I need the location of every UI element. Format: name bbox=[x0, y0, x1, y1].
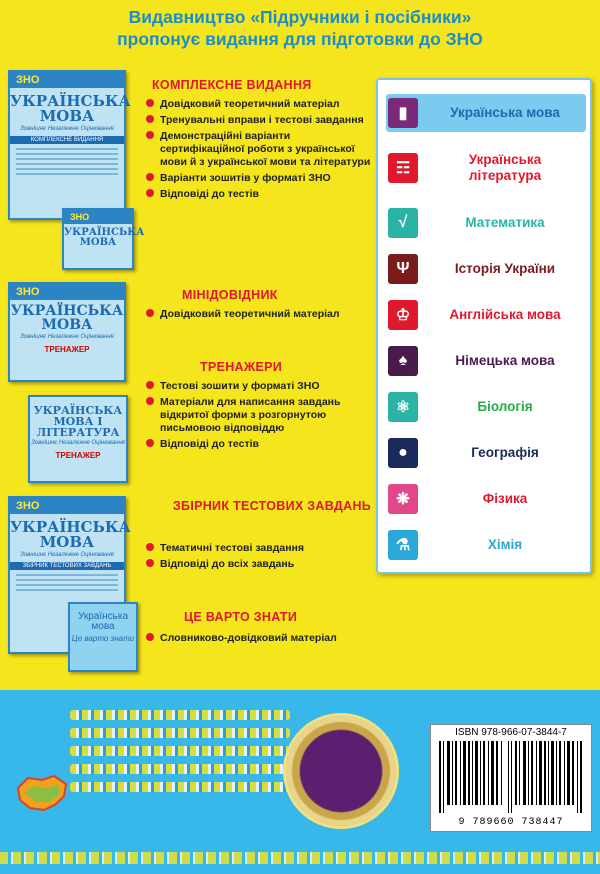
list-item bbox=[146, 114, 374, 127]
section-title-test-collection bbox=[172, 498, 372, 515]
subject-biology[interactable] bbox=[386, 388, 586, 426]
book-subtitle: Зовнішнє Незалежне Оцінювання bbox=[20, 126, 114, 132]
subject-name: Географія bbox=[471, 445, 539, 460]
list-item bbox=[146, 172, 374, 185]
book-zno-label: ЗНО bbox=[64, 210, 132, 224]
book-subtitle: Зовнішнє Незалежне Оцінювання bbox=[31, 440, 125, 446]
book-cover-trainer-lit bbox=[28, 395, 128, 483]
decorative-strip bbox=[0, 852, 600, 864]
book-title: УКРАЇНСЬКА МОВА bbox=[10, 518, 131, 551]
globe-icon: ● bbox=[388, 438, 418, 468]
book-title: УКРАЇНСЬКА МОВА bbox=[10, 92, 131, 125]
subject-name: Німецька мова bbox=[455, 353, 555, 368]
subject-name: Українська література bbox=[468, 152, 542, 183]
list-item-text: Словниково-довідковий матеріал bbox=[160, 632, 337, 644]
book-subtitle: Зовнішнє Незалежне Оцінювання bbox=[20, 552, 114, 558]
subject-history[interactable] bbox=[386, 250, 586, 288]
header bbox=[0, 6, 600, 50]
subjects-panel bbox=[376, 78, 592, 574]
book-lines bbox=[16, 148, 118, 175]
book-subtitle: Це варто знати bbox=[71, 634, 135, 643]
book-kind: ТРЕНАЖЕР bbox=[44, 345, 90, 354]
book-lines bbox=[16, 574, 118, 591]
list-item-text: Відповіді до тестів bbox=[160, 188, 259, 200]
list-item bbox=[146, 130, 374, 169]
section-title-text: ЗБІРНИК ТЕСТОВИХ ЗАВДАНЬ bbox=[172, 499, 372, 513]
book-title: Українська мова bbox=[77, 611, 129, 632]
subject-name: Фізика bbox=[482, 491, 528, 506]
bullet-icon bbox=[146, 99, 154, 107]
open-book-icon: ☶ bbox=[388, 153, 418, 183]
list-item bbox=[146, 632, 346, 645]
subject-chemistry[interactable] bbox=[386, 526, 586, 564]
section-title-complex: КОМПЛЕКСНЕ ВИДАННЯ bbox=[152, 78, 312, 92]
book-subtitle: Зовнішнє Незалежне Оцінювання bbox=[20, 334, 114, 340]
list-item-text: Варіанти зошитів у форматі ЗНО bbox=[160, 172, 331, 184]
seal-emblem-icon bbox=[286, 716, 396, 826]
eagle-icon: ♠ bbox=[388, 346, 418, 376]
list-item bbox=[146, 308, 346, 321]
barcode-number: 9 789660 738447 bbox=[458, 817, 564, 828]
bullet-icon bbox=[146, 397, 154, 405]
subject-physics[interactable] bbox=[386, 480, 586, 518]
microscope-icon: ⚛ bbox=[388, 392, 418, 422]
bullet-icon bbox=[146, 309, 154, 317]
bullet-icon bbox=[146, 173, 154, 181]
list-item-text: Довідковий теоретичний матеріал bbox=[160, 98, 340, 110]
book-title: УКРАЇНСЬКА МОВА bbox=[10, 303, 124, 333]
list-item-text: Демонстраційні варіанти сертифікаційної роботи з української мови й з української мови та літератури bbox=[160, 130, 371, 168]
section-title-mini: МІНІДОВІДНИК bbox=[182, 288, 278, 302]
section-list-test-collection bbox=[146, 542, 374, 574]
list-item-text: Відповіді до всіх завдань bbox=[160, 558, 295, 570]
trident-icon: Ψ bbox=[388, 254, 418, 284]
bullet-icon bbox=[146, 189, 154, 197]
list-item bbox=[146, 542, 374, 555]
crest-icon: ♔ bbox=[388, 300, 418, 330]
bullet-icon bbox=[146, 381, 154, 389]
subject-name: Українська мова bbox=[450, 105, 560, 120]
subject-geography[interactable] bbox=[386, 434, 586, 472]
list-item bbox=[146, 396, 374, 435]
list-item bbox=[146, 380, 374, 393]
book-kind: ТРЕНАЖЕР bbox=[55, 451, 101, 460]
subject-math[interactable] bbox=[386, 204, 586, 242]
bullet-icon bbox=[146, 131, 154, 139]
book-zno-label: ЗНО bbox=[10, 498, 124, 514]
header-line-2: пропонує видання для підготовки до ЗНО bbox=[117, 29, 483, 49]
list-item bbox=[146, 98, 374, 111]
bullet-icon bbox=[146, 559, 154, 567]
bullet-icon bbox=[146, 115, 154, 123]
section-list-trainers bbox=[146, 380, 374, 454]
book-cover-complex bbox=[8, 70, 131, 220]
flask-icon: ⚗ bbox=[388, 530, 418, 560]
section-title-worth-knowing: ЦЕ ВАРТО ЗНАТИ bbox=[184, 610, 298, 624]
atom-icon: ❋ bbox=[388, 484, 418, 514]
book-cover-worth-knowing bbox=[68, 602, 138, 672]
subject-english[interactable] bbox=[386, 296, 586, 334]
list-item-text: Довідковий теоретичний матеріал bbox=[160, 308, 340, 320]
section-list-complex bbox=[146, 98, 374, 204]
book-kind: ЗБІРНИК ТЕСТОВИХ ЗАВДАНЬ bbox=[10, 562, 124, 570]
subject-ukrainian-language[interactable] bbox=[386, 94, 586, 132]
decorative-pattern bbox=[70, 702, 290, 822]
barcode bbox=[430, 724, 592, 832]
subject-name: Математика bbox=[465, 215, 545, 230]
list-item bbox=[146, 558, 374, 571]
header-line-1: Видавництво «Підручники і посібники» bbox=[128, 7, 472, 27]
book-zno-label: ЗНО bbox=[10, 284, 124, 300]
map-logo-icon bbox=[14, 770, 70, 816]
book-icon: ▮ bbox=[388, 98, 418, 128]
list-item bbox=[146, 188, 374, 201]
list-item-text: Тестові зошити у форматі ЗНО bbox=[160, 380, 320, 392]
subject-ukrainian-literature[interactable] bbox=[386, 144, 586, 192]
section-title-trainers: ТРЕНАЖЕРИ bbox=[200, 360, 283, 374]
section-list-mini bbox=[146, 308, 346, 324]
book-title: УКРАЇНСЬКА МОВА bbox=[64, 227, 145, 248]
isbn-text: ISBN 978-966-07-3844-7 bbox=[455, 727, 567, 738]
subject-name: Хімія bbox=[487, 537, 523, 552]
list-item-text: Матеріали для написання завдань відкритої форми з розгорнутою письмовою відповіддю bbox=[160, 396, 341, 434]
subject-german[interactable] bbox=[386, 342, 586, 380]
book-cover-mini bbox=[62, 208, 145, 270]
bullet-icon bbox=[146, 439, 154, 447]
section-list-worth-knowing bbox=[146, 632, 346, 648]
book-cover-trainer bbox=[8, 282, 126, 382]
list-item-text: Тематичні тестові завдання bbox=[160, 542, 305, 554]
subject-name: Англійська мова bbox=[449, 307, 561, 322]
bullet-icon bbox=[146, 543, 154, 551]
list-item bbox=[146, 438, 374, 451]
subject-name: Історія України bbox=[454, 261, 556, 276]
book-zno-label: ЗНО bbox=[10, 72, 124, 88]
barcode-icon bbox=[439, 741, 585, 813]
book-title: УКРАЇНСЬКА МОВА І ЛІТЕРАТУРА bbox=[33, 404, 123, 439]
sqrt-icon: √ bbox=[388, 208, 418, 238]
book-kind: КОМПЛЕКСНЕ ВИДАННЯ bbox=[10, 136, 124, 144]
bullet-icon bbox=[146, 633, 154, 641]
list-item-text: Відповіді до тестів bbox=[160, 438, 259, 450]
subject-name: Біологія bbox=[477, 399, 533, 414]
list-item-text: Тренувальні вправи і тестові завдання bbox=[160, 114, 364, 126]
